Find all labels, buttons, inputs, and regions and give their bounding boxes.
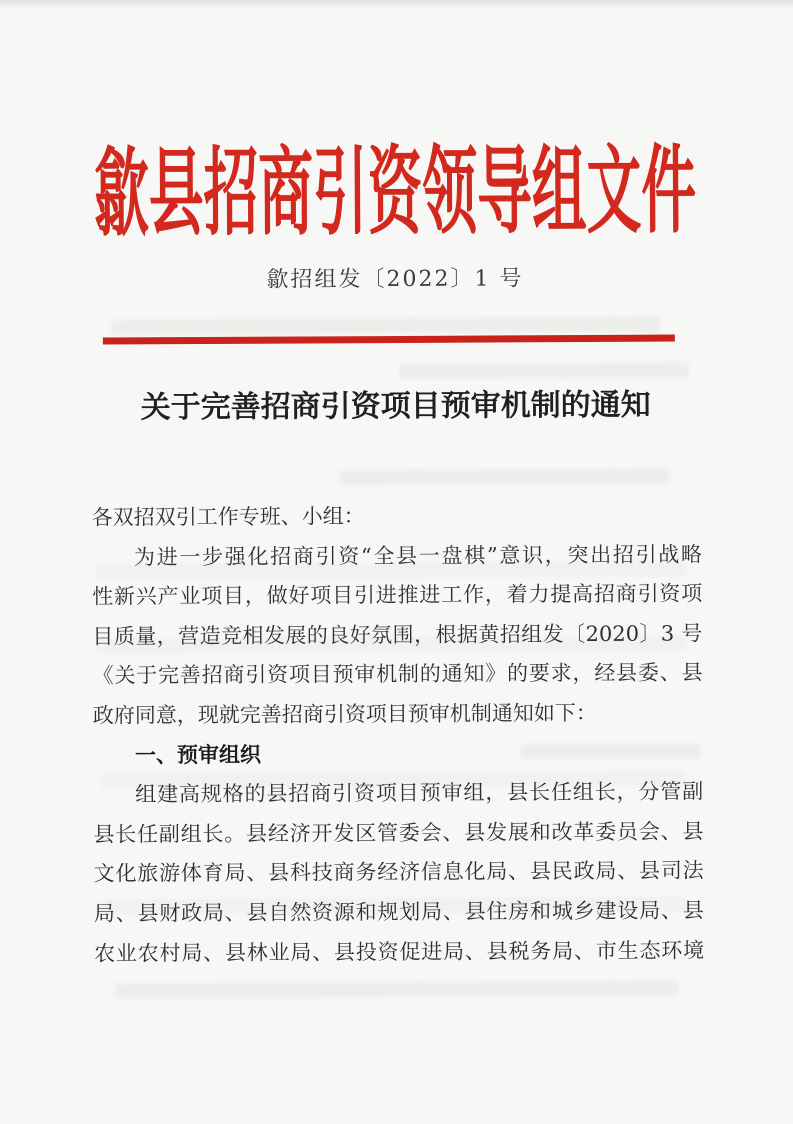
bleed-through-artifact: [399, 362, 689, 379]
body-line: 性新兴产业项目，做好项目引进推进工作，着力提高招商引资项: [92, 581, 703, 609]
doc-body: [92, 495, 704, 973]
body-line: 目质量，营造竞相发展的良好氛围，根据黄招组发〔2020〕3 号: [92, 621, 703, 649]
body-line: 文化旅游体育局、县科技商务经济信息化局、县民政局、县司法: [93, 858, 704, 886]
letterhead: [0, 133, 791, 250]
bleed-through-artifact: [111, 317, 661, 335]
bleed-through-artifact: [340, 469, 670, 486]
body-line: 局、县财政局、县自然资源和规划局、县住房和城乡建设局、县: [93, 898, 704, 926]
body-line: 组建高规格的县招商引资项目预审组，县长任组长，分管副: [135, 779, 704, 807]
doc-number: 歙招组发〔2022〕1 号: [266, 266, 524, 293]
org-title: 歙县招商引资领导组文件: [93, 133, 696, 250]
section-heading: 一、预审组织: [134, 742, 262, 767]
body-line: 《关于完善招商引资项目预审机制的通知》的要求，经县委、县: [92, 660, 703, 688]
body-line: 政府同意，现就完善招商引资项目预审机制通知如下：: [92, 700, 597, 728]
red-rule-divider: [103, 335, 675, 345]
bleed-through-artifact: [114, 981, 679, 999]
body-line: 县长任副组长。县经济开发区管委会、县发展和改革委员会、县: [93, 819, 704, 847]
body-line: 农业农村局、县林业局、县投资促进局、县税务局、市生态环境: [93, 937, 705, 966]
doc-title: 关于完善招商引资项目预审机制的通知: [140, 387, 651, 426]
body-line: 为进一步强化招商引资“全县一盘棋”意识，突出招引战略: [133, 541, 703, 569]
body-line-salutation: 各双招双引工作专班、小组：: [91, 504, 365, 530]
